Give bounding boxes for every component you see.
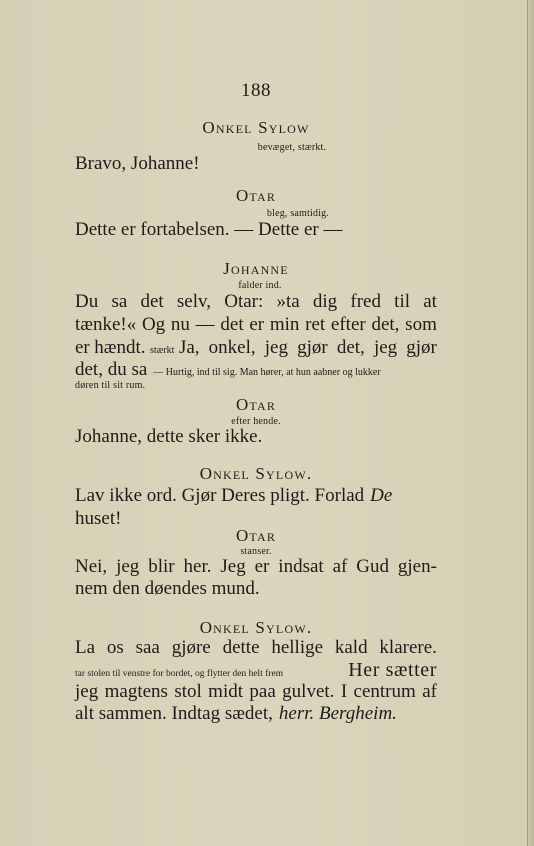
speaker-name: Otar: [235, 526, 277, 545]
dialogue-line: [75, 703, 437, 725]
dialogue-word: af: [332, 556, 348, 577]
emphasized-word: De: [370, 485, 393, 506]
dialogue-word: La: [75, 637, 96, 658]
dialogue-word: nu: [170, 314, 190, 335]
dialogue-fragment: [179, 337, 437, 359]
dialogue-word: centrum: [353, 681, 416, 702]
dialogue-word: stol: [174, 681, 202, 702]
dialogue-word: jeg: [116, 556, 140, 577]
dialogue-word: Ja,: [178, 337, 200, 358]
dialogue-word: til: [394, 291, 411, 312]
speaker-name: Onkel Sylow.: [199, 464, 313, 483]
stage-direction: efter hende.: [231, 416, 281, 427]
dialogue-text: nem den døendes mund.: [75, 578, 260, 599]
dialogue-word: os: [106, 637, 124, 658]
stage-direction: falder ind.: [238, 280, 282, 291]
dialogue-line: [75, 291, 437, 313]
dialogue-word: som: [405, 314, 437, 335]
stage-direction: døren til sit rum.: [75, 380, 146, 391]
dialogue-word: tænke!«: [75, 314, 137, 335]
dialogue-word: ret: [305, 314, 326, 335]
dialogue-word: jeg: [373, 337, 398, 358]
stage-direction: stanser.: [240, 546, 272, 557]
dialogue-word: sa: [111, 291, 128, 312]
dialogue-text: Lav ikke ord. Gjør Deres pligt. Forlad: [75, 485, 365, 506]
inline-stage-direction: stærkt: [150, 345, 175, 356]
dialogue-word: Jeg: [220, 556, 246, 577]
dialogue-word: Du: [75, 291, 99, 312]
dialogue-word: midt: [208, 681, 244, 702]
dialogue-line: [75, 556, 437, 578]
dialogue-line: [75, 426, 437, 448]
dialogue-word: Gud: [356, 556, 389, 577]
dialogue-word: gjør: [297, 337, 328, 358]
dialogue-word: Og: [141, 314, 166, 335]
dialogue-word: paa: [249, 681, 276, 702]
dialogue-word: »ta: [276, 291, 300, 312]
dialogue-line: [75, 485, 437, 507]
dialogue-text: Her sætter: [348, 659, 437, 681]
dialogue-word: er: [249, 314, 265, 335]
dialogue-word: jeg: [75, 681, 99, 702]
dialogue-word: min: [269, 314, 300, 335]
dialogue-word: onkel,: [208, 337, 256, 358]
dialogue-word: hellige: [271, 637, 324, 658]
dialogue-word: er: [254, 556, 270, 577]
dialogue-word: —: [195, 314, 215, 335]
dialogue-word: gjøre: [171, 637, 211, 658]
dialogue-word: magtens: [104, 681, 168, 702]
dialogue-word: Nei,: [75, 556, 108, 577]
dialogue-word: saa: [135, 637, 160, 658]
dialogue-word: Otar:: [224, 291, 264, 312]
dialogue-line: [75, 578, 437, 600]
stage-direction: bevæget, stærkt.: [257, 142, 327, 153]
page-edge: [527, 0, 534, 846]
dialogue-word: det: [140, 291, 164, 312]
dialogue-word: er: [75, 337, 90, 358]
speaker-name: Otar: [235, 395, 277, 414]
dialogue-line: [75, 153, 437, 175]
dialogue-word: I: [340, 681, 348, 702]
dialogue-text: huset!: [75, 508, 122, 529]
inline-stage-direction: tar stolen til venstre for bordet, og flytter den helt frem: [75, 669, 284, 679]
page-number: 188: [241, 80, 271, 101]
dialogue-text: det, du sa: [75, 359, 148, 380]
emphasized-name: herr. Bergheim.: [278, 703, 397, 724]
dialogue-word: at: [423, 291, 437, 312]
dialogue-line: [75, 314, 437, 336]
dialogue-word: indsat: [278, 556, 324, 577]
speaker-name: Onkel Sylow: [202, 118, 310, 137]
dialogue-word: dette: [222, 637, 260, 658]
dialogue-word: selv,: [176, 291, 212, 312]
speaker-name: Johanne: [223, 259, 289, 278]
dialogue-word: af: [422, 681, 437, 702]
dialogue-text: Dette er fortabelsen. — Dette er —: [75, 219, 343, 240]
dialogue-word: blir: [148, 556, 175, 577]
speaker-name: Onkel Sylow.: [199, 618, 313, 637]
dialogue-word: det,: [336, 337, 365, 358]
dialogue-line: [75, 219, 437, 241]
dialogue-word: det: [220, 314, 244, 335]
dialogue-text: Bravo, Johanne!: [75, 153, 200, 174]
dialogue-word: gjen-: [397, 556, 437, 577]
dialogue-word: dig: [312, 291, 338, 312]
stage-direction: bleg, samtidig.: [266, 208, 330, 219]
dialogue-word: her.: [183, 556, 212, 577]
inline-stage-direction: — Hurtig, ind til sig. Man hører, at hun aabner og lukker: [153, 367, 381, 378]
dialogue-word: gjør: [406, 337, 437, 358]
dialogue-word: det,: [371, 314, 400, 335]
dialogue-line: [75, 637, 437, 659]
dialogue-word: hændt.: [94, 337, 146, 358]
dialogue-word: jeg: [264, 337, 288, 358]
dialogue-word: gulvet.: [282, 681, 335, 702]
dialogue-line: [75, 681, 437, 703]
speaker-name: Otar: [235, 186, 277, 205]
dialogue-word: fred: [350, 291, 381, 312]
dialogue-text: Johanne, dette sker ikke.: [75, 426, 263, 447]
dialogue-text: alt sammen. Indtag sædet,: [75, 703, 273, 724]
dialogue-word: kald: [334, 637, 368, 658]
dialogue-word: klarere.: [379, 637, 437, 658]
dialogue-word: efter: [330, 314, 366, 335]
